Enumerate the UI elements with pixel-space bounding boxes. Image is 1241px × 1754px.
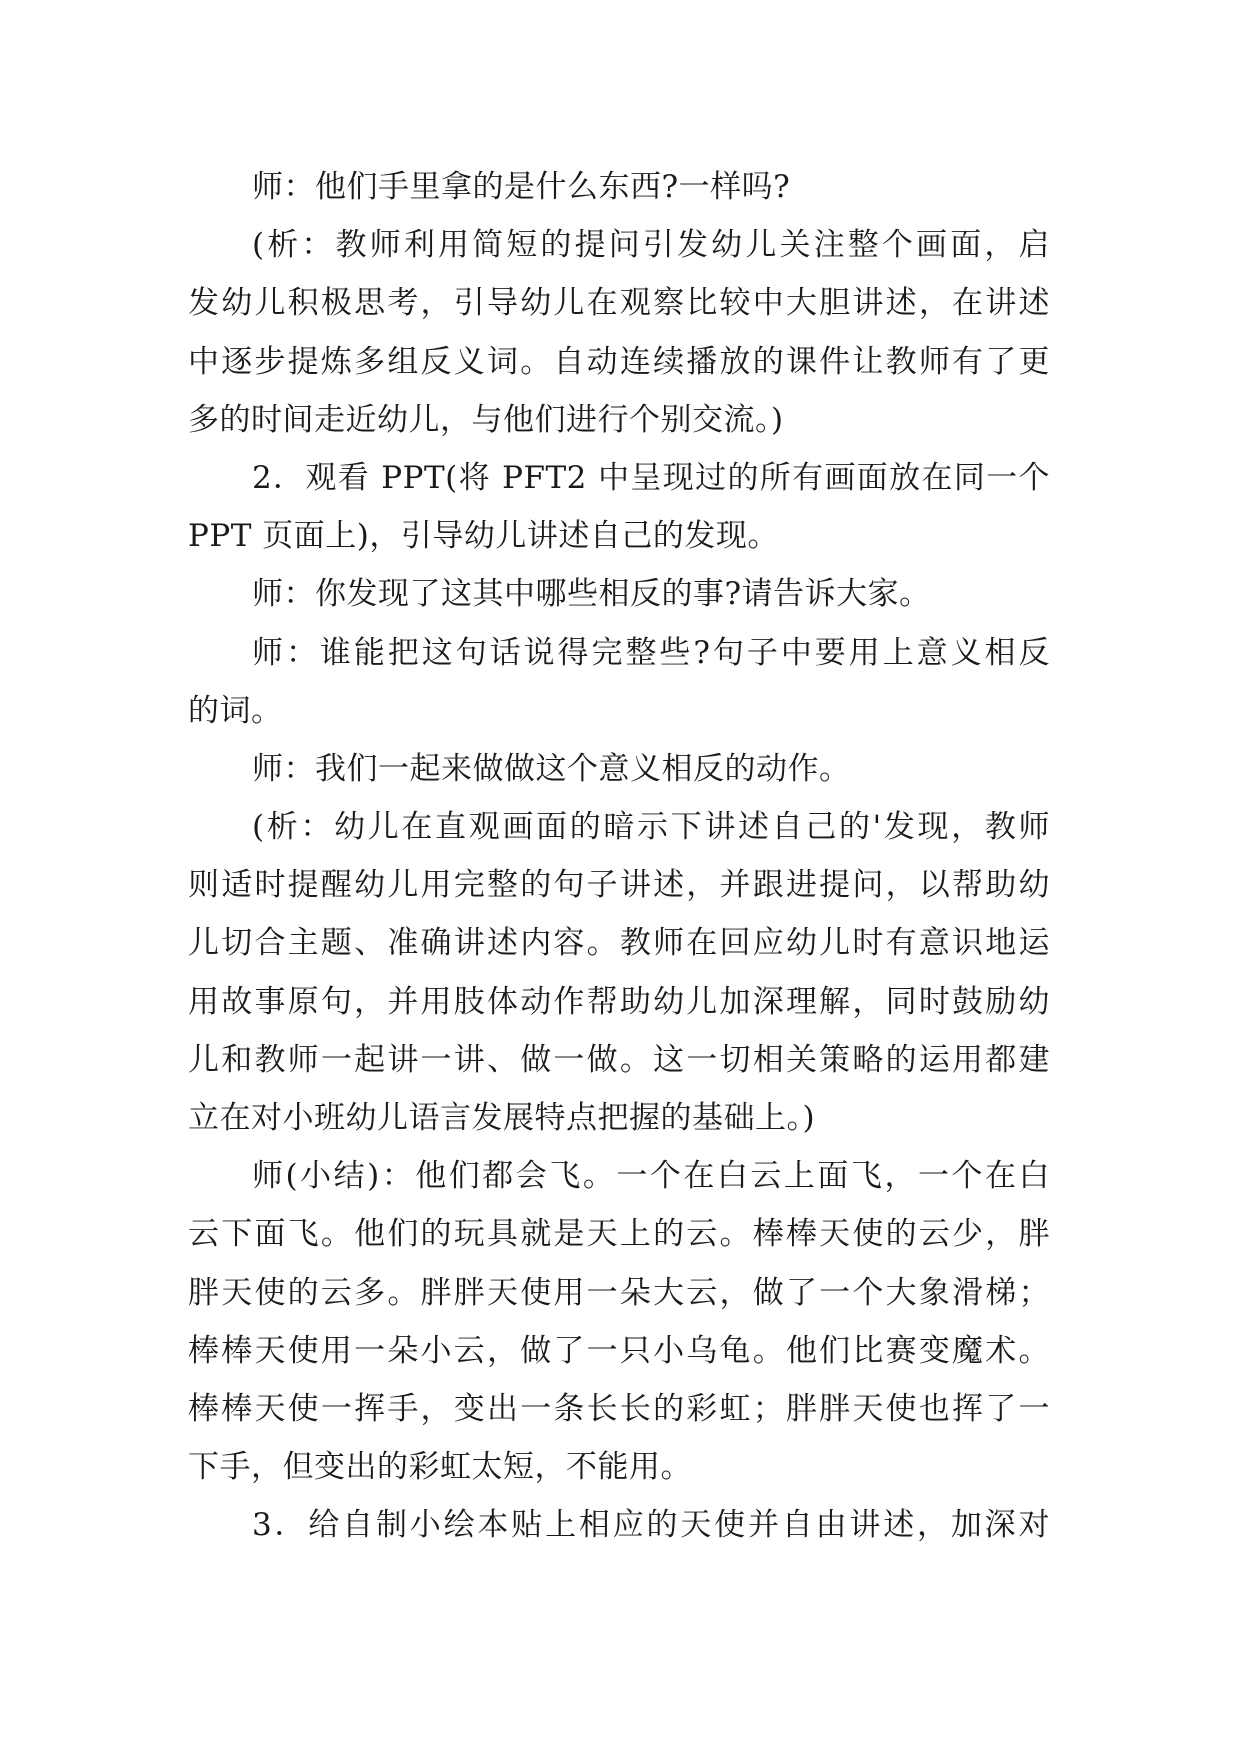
paragraph-line: 多的时间走近幼儿，与他们进行个别交流。) (188, 401, 784, 438)
paragraph-line: 儿切合主题、准确讲述内容。教师在回应幼儿时有意识地运 (188, 925, 1050, 962)
paragraph-line: 儿和教师一起讲一讲、做一做。这一切相关策略的运用都建 (188, 1041, 1050, 1078)
paragraph-line: (析：教师利用简短的提问引发幼儿关注整个画面，启 (252, 227, 1050, 264)
paragraph-line: 下手，但变出的彩虹太短，不能用。 (188, 1449, 692, 1486)
paragraph-line: 则适时提醒幼儿用完整的句子讲述，并跟进提问，以帮助幼 (188, 867, 1050, 904)
paragraph-line: 师：我们一起来做做这个意义相反的动作。 (252, 750, 851, 787)
paragraph-line: PPT 页面上)，引导幼儿讲述自己的发现。 (188, 518, 779, 555)
paragraph-line: 3．给自制小绘本贴上相应的天使并自由讲述，加深对 (252, 1507, 1050, 1544)
paragraph-line: 棒棒天使用一朵小云，做了一只小乌龟。他们比赛变魔术。 (188, 1332, 1050, 1369)
paragraph-line: (析：幼儿在直观画面的暗示下讲述自己的'发现，教师 (252, 809, 1050, 846)
paragraph-line: 师：他们手里拿的是什么东西?一样吗? (252, 169, 791, 205)
paragraph-line: 用故事原句，并用肢体动作帮助幼儿加深理解，同时鼓励幼 (188, 983, 1050, 1020)
paragraph-line: 云下面飞。他们的玩具就是天上的云。棒棒天使的云少，胖 (188, 1216, 1050, 1253)
paragraph-line: 2．观看 PPT(将 PFT2 中呈现过的所有画面放在同一个 (252, 459, 1050, 496)
paragraph-line: 的词。 (188, 692, 283, 729)
paragraph-line: 师：谁能把这句话说得完整些?句子中要用上意义相反 (252, 634, 1050, 671)
paragraph-line: 发幼儿积极思考，引导幼儿在观察比较中大胆讲述，在讲述 (188, 285, 1050, 322)
paragraph-line: 立在对小班幼儿语言发展特点把握的基础上。) (188, 1100, 816, 1136)
paragraph-line: 棒棒天使一挥手，变出一条长长的彩虹；胖胖天使也挥了一 (188, 1390, 1050, 1427)
paragraph-line: 中逐步提炼多组反义词。自动连续播放的课件让教师有了更 (188, 343, 1050, 380)
paragraph-line: 师(小结)：他们都会飞。一个在白云上面飞，一个在白 (252, 1158, 1050, 1195)
document-body (188, 158, 1050, 1555)
paragraph-line: 胖天使的云多。胖胖天使用一朵大云，做了一个大象滑梯； (188, 1274, 1050, 1311)
paragraph-line: 师：你发现了这其中哪些相反的事?请告诉大家。 (252, 576, 931, 613)
